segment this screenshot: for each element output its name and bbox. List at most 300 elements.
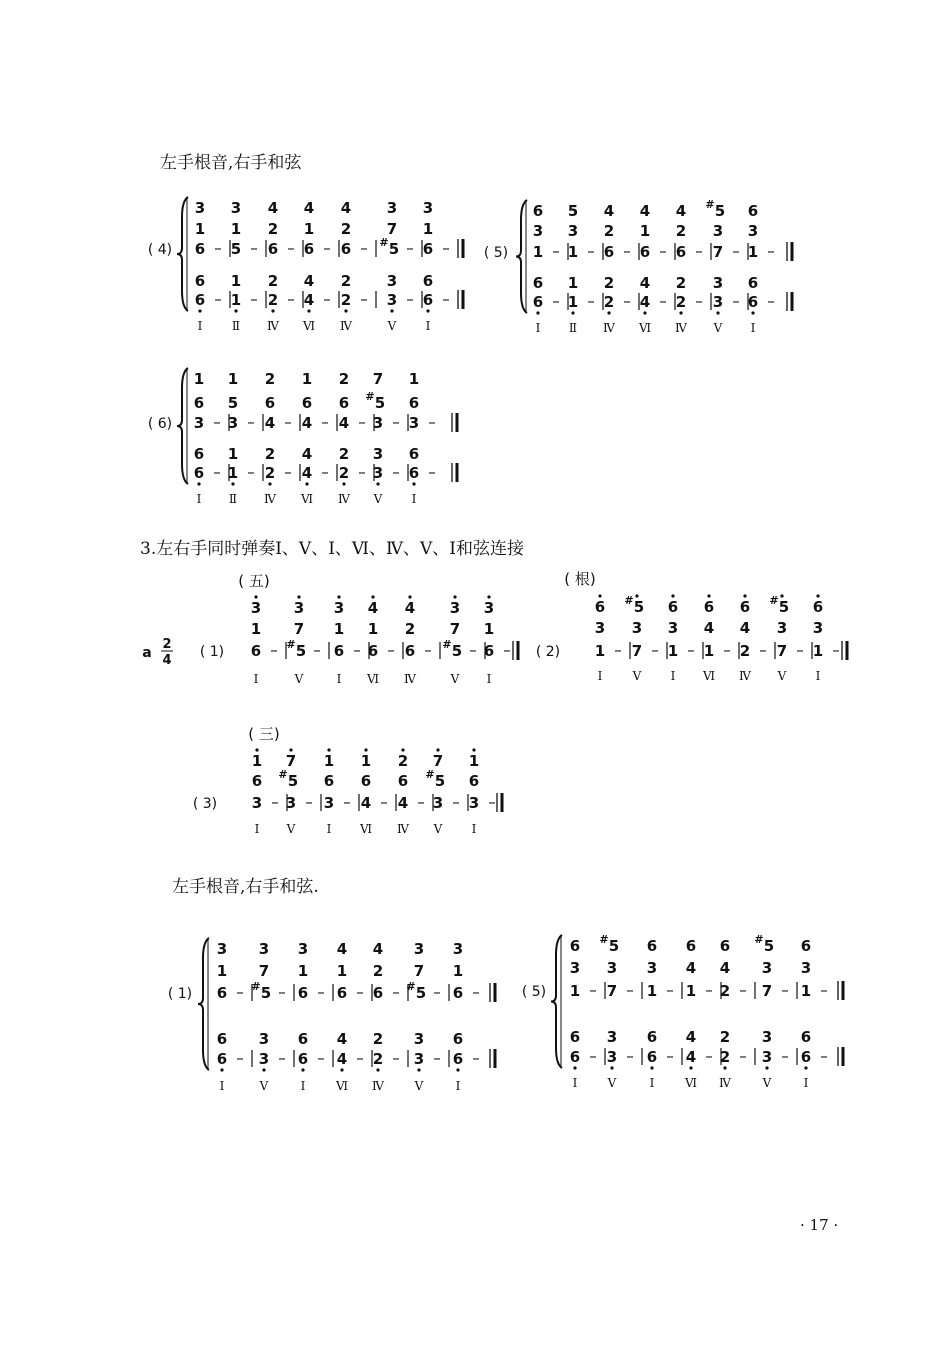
ex5-rh-mid-note: 3: [532, 222, 544, 240]
s3ex2-bottom-note: 1: [594, 642, 606, 660]
ex5b-rh-top-note: 6: [646, 937, 658, 955]
s3ex2-bottom-dash: –: [651, 641, 659, 659]
ex6-rh-bottom-note: 3: [372, 414, 384, 432]
ex4-lh-bottom-dash: –: [442, 290, 450, 308]
s3ex1-mid-note: 1: [367, 620, 379, 638]
ex5b-lh-top-note: 6: [569, 1028, 581, 1046]
ex4-rh-top-note: 3: [230, 199, 242, 217]
s3ex3-roman-numeral: Ⅰ: [254, 822, 260, 836]
ex4-lh-low-dot: [390, 309, 393, 312]
s3ex3-roman-numeral: Ⅰ: [326, 822, 332, 836]
ex5b-lh-bottom-dash: –: [626, 1047, 634, 1065]
s3ex1-bottom-note: 6: [483, 642, 495, 660]
ex6-rh-mid-note: 5: [374, 394, 386, 412]
s3ex1-label: ( 1): [199, 644, 225, 660]
s3ex3-top-note: 1: [468, 752, 480, 770]
s3ex3-position-label: ( 三): [248, 725, 280, 743]
s3ex2-mid-note: 4: [739, 619, 751, 637]
ex5b-lh-low-dot: [610, 1066, 613, 1069]
s3ex2-mid-note: 4: [703, 619, 715, 637]
s3ex2-bottom-dash: –: [614, 641, 622, 659]
ex1b-lh-low-dot: [262, 1068, 265, 1071]
ex4-rh-bottom-note: 6: [267, 240, 279, 258]
s3ex3-bottom-note: 3: [285, 794, 297, 812]
ex4-rh-mid-note: 1: [303, 220, 315, 238]
s3ex2-high-dot: [743, 594, 746, 597]
ex1b-rh-mid-note: 7: [413, 962, 425, 980]
ex5-lh-top-note: 2: [675, 274, 687, 292]
s3ex3-top-note: 7: [285, 752, 297, 770]
ex5b-rh-bottom-note: 2: [719, 982, 731, 1000]
ex5-lh-bottom-dash: –: [767, 292, 775, 310]
ex6-roman-numeral: Ⅰ: [411, 492, 417, 506]
ex4-rh-top-note: 3: [386, 199, 398, 217]
ex5-rh-mid-note: 3: [747, 222, 759, 240]
ex4-rh-top-note: 4: [267, 199, 279, 217]
ex5-lh-low-dot: [716, 311, 719, 314]
ex1b-lh-low-dot: [220, 1068, 223, 1071]
ex6-lh-top-note: 4: [301, 445, 313, 463]
s3ex2-bottom-note: 7: [631, 642, 643, 660]
s3ex2-label: ( 2): [535, 644, 561, 660]
ex5-lh-top-note: 1: [567, 274, 579, 292]
ex5-roman-numeral: Ⅰ: [535, 321, 541, 335]
s3ex2-high-dot: [598, 594, 601, 597]
s3ex3-roman-numeral: Ⅳ: [397, 822, 409, 836]
key-signature: a: [142, 645, 152, 661]
ex5b-rh-top-note: 5: [608, 937, 620, 955]
s3ex3-high-dot: [289, 748, 292, 751]
ex5b-lh-bottom-dash: –: [705, 1047, 713, 1065]
s3ex3-high-dot: [472, 748, 475, 751]
s3ex2-bottom-dash: –: [832, 641, 840, 659]
ex4-lh-top-note: 1: [230, 272, 242, 290]
s3ex1-bottom-dash: –: [424, 641, 432, 659]
ex4-rh-bottom-note: 5: [230, 240, 242, 258]
ex1b-rh-top-note: 4: [372, 940, 384, 958]
ex6-roman-numeral: Ⅳ: [338, 492, 350, 506]
s3ex2-position-label: ( 根): [564, 570, 596, 588]
ex5b-rh-top-note: 5: [763, 937, 775, 955]
s3ex1-mid-note: 7: [449, 620, 461, 638]
ex6-rh-top-note: 2: [264, 370, 276, 388]
ex1b-lh-low-dot: [301, 1068, 304, 1071]
ex5b-lh-top-note: 2: [719, 1028, 731, 1046]
s3ex2-high-dot: [816, 594, 819, 597]
s3ex1-bottom-dash: –: [503, 641, 511, 659]
ex4-rh-bottom-dash: –: [250, 239, 258, 257]
ex4-lh-bottom-note: 1: [230, 291, 242, 309]
s3ex3-bottom-note: 3: [432, 794, 444, 812]
ex5b-rh-bottom-note: 1: [569, 982, 581, 1000]
s3ex3-mid-note-sharp: #: [278, 768, 288, 781]
ex1b-lh-low-dot: [340, 1068, 343, 1071]
ex5-lh-low-dot: [679, 311, 682, 314]
ex5-rh-top-note: 6: [532, 202, 544, 220]
ex4-lh-bottom-dash: –: [214, 290, 222, 308]
ex6-lh-bottom-dash: –: [284, 463, 292, 481]
ex4-rh-bottom-dash: –: [214, 239, 222, 257]
ex6-roman-numeral: Ⅵ: [300, 492, 314, 506]
ex6-lh-bottom-note: 2: [264, 464, 276, 482]
ex5b-rh-bottom-note: 1: [685, 982, 697, 1000]
ex1b-lh-bottom-note: 2: [372, 1050, 384, 1068]
ex1b-lh-top-note: 4: [336, 1030, 348, 1048]
ex6-lh-bottom-note: 1: [227, 464, 239, 482]
ex4-lh-top-note: 2: [267, 272, 279, 290]
ex5-lh-bottom-note: 2: [675, 293, 687, 311]
s3ex3-bottom-note: 3: [468, 794, 480, 812]
ex5-rh-top-note: 5: [567, 202, 579, 220]
ex4-lh-top-note: 6: [422, 272, 434, 290]
ex5b-rh-top-note: 6: [800, 937, 812, 955]
ex4-rh-mid-note: 1: [422, 220, 434, 238]
ex6-lh-top-note: 2: [264, 445, 276, 463]
ex1b-roman-numeral: Ⅰ: [455, 1079, 461, 1093]
ex6-lh-bottom-dash: –: [392, 463, 400, 481]
s3ex1-roman-numeral: Ⅴ: [450, 672, 460, 686]
s3ex2-bottom-note: 7: [776, 642, 788, 660]
ex5b-lh-bottom-dash: –: [589, 1047, 597, 1065]
ex5b-lh-low-dot: [804, 1066, 807, 1069]
ex5-rh-bottom-note: 1: [747, 243, 759, 261]
s3ex1-roman-numeral: Ⅰ: [253, 672, 259, 686]
ex5b-rh-bottom-note: 1: [800, 982, 812, 1000]
s3ex3-mid-note: 5: [434, 772, 446, 790]
ex6-lh-low-dot: [305, 482, 308, 485]
ex1b-lh-bottom-note: 6: [216, 1050, 228, 1068]
ex4-rh-mid-note: 1: [194, 220, 206, 238]
ex4-lh-low-dot: [344, 309, 347, 312]
s3ex2-top-note: 6: [739, 598, 751, 616]
ex5-roman-numeral: Ⅳ: [675, 321, 687, 335]
ex1b-rh-bottom-dash: –: [392, 983, 400, 1001]
s3ex1-high-dot: [337, 595, 340, 598]
ex5-rh-top-note-sharp: #: [705, 198, 715, 211]
ex1b-rh-bottom-note: 6: [297, 984, 309, 1002]
ex5-lh-top-note: 4: [639, 274, 651, 292]
s3ex2-roman-numeral: Ⅴ: [632, 669, 642, 683]
ex1b-lh-top-note: 2: [372, 1030, 384, 1048]
ex6-rh-bottom-note: 3: [408, 414, 420, 432]
ex1b-lh-bottom-note: 3: [413, 1050, 425, 1068]
ex5b-lh-bottom-dash: –: [666, 1047, 674, 1065]
ex5b-roman-numeral: Ⅵ: [684, 1076, 698, 1090]
ex4-roman-numeral: Ⅰ: [197, 319, 203, 333]
ex5-rh-mid-note: 3: [567, 222, 579, 240]
ex4-lh-low-dot: [307, 309, 310, 312]
ex5-lh-top-note: 2: [603, 274, 615, 292]
ex5b-rh-mid-note: 3: [761, 959, 773, 977]
ex4-rh-bottom-note: 5: [388, 240, 400, 258]
ex5-rh-top-note: 4: [675, 202, 687, 220]
ex4-roman-numeral: Ⅴ: [387, 319, 397, 333]
ex5b-rh-bottom-dash: –: [666, 981, 674, 999]
ex4-lh-bottom-note: 3: [386, 291, 398, 309]
ex5b-roman-numeral: Ⅰ: [649, 1076, 655, 1090]
ex4-roman-numeral: Ⅰ: [425, 319, 431, 333]
s3ex3-bottom-note: 4: [397, 794, 409, 812]
ex1b-rh-mid-note: 2: [372, 962, 384, 980]
ex5b-rh-bottom-note: 7: [761, 982, 773, 1000]
s3ex3-top-note: 1: [251, 752, 263, 770]
ex4-lh-top-note: 2: [340, 272, 352, 290]
section-3-heading: 3.左右手同时弹奏Ⅰ、Ⅴ、Ⅰ、Ⅵ、Ⅳ、Ⅴ、Ⅰ和弦连接: [140, 539, 525, 559]
s3ex1-bottom-note: 6: [367, 642, 379, 660]
ex1b-lh-bottom-note: 4: [336, 1050, 348, 1068]
heading-left-root-right-chord: 左手根音,右手和弦: [160, 153, 302, 173]
s3ex3-label: ( 3): [192, 796, 218, 812]
ex5b-lh-low-dot: [573, 1066, 576, 1069]
ex6-lh-bottom-dash: –: [321, 463, 329, 481]
ex5-rh-top-note: 4: [639, 202, 651, 220]
ex6-rh-bottom-note: 4: [264, 414, 276, 432]
ex5b-rh-mid-note: 3: [646, 959, 658, 977]
ex6-lh-low-dot: [197, 482, 200, 485]
ex5b-rh-top-note: 6: [719, 937, 731, 955]
ex6-lh-low-dot: [412, 482, 415, 485]
ex5b-rh-bottom-dash: –: [705, 981, 713, 999]
ex5-lh-low-dot: [643, 311, 646, 314]
ex4-lh-bottom-note: 2: [340, 291, 352, 309]
ex5b-rh-bottom-note: 7: [606, 982, 618, 1000]
ex4-label: ( 4): [147, 242, 173, 258]
s3ex2-mid-note: 3: [631, 619, 643, 637]
ex1b-rh-mid-note: 1: [216, 962, 228, 980]
s3ex1-mid-note: 1: [250, 620, 262, 638]
s3ex3-bottom-note: 4: [360, 794, 372, 812]
s3ex2-bottom-note: 1: [667, 642, 679, 660]
ex1b-rh-mid-note: 1: [336, 962, 348, 980]
time-signature-top: 2: [162, 637, 172, 652]
s3ex1-bottom-note: 6: [404, 642, 416, 660]
ex1b-rh-top-note: 3: [216, 940, 228, 958]
s3ex1-top-note: 4: [404, 599, 416, 617]
ex1b-rh-bottom-dash: –: [236, 983, 244, 1001]
s3ex1-top-note: 3: [333, 599, 345, 617]
ex4-rh-bottom-note: 6: [340, 240, 352, 258]
ex4-rh-bottom-note: 6: [303, 240, 315, 258]
s3ex3-roman-numeral: Ⅰ: [471, 822, 477, 836]
s3ex1-roman-numeral: Ⅵ: [366, 672, 380, 686]
ex5b-rh-bottom-dash: –: [626, 981, 634, 999]
s3ex1-high-dot: [254, 595, 257, 598]
s3ex1-mid-note: 7: [293, 620, 305, 638]
ex1b-roman-numeral: Ⅴ: [414, 1079, 424, 1093]
ex1b-lh-top-note: 6: [452, 1030, 464, 1048]
ex5-lh-bottom-dash: –: [623, 292, 631, 310]
ex4-brace: [177, 197, 188, 311]
s3ex2-top-note-sharp: #: [769, 594, 779, 607]
ex5b-roman-numeral: Ⅰ: [572, 1076, 578, 1090]
ex6-rh-top-note: 7: [372, 370, 384, 388]
s3ex2-bottom-dash: –: [796, 641, 804, 659]
ex4-roman-numeral: Ⅱ: [231, 319, 241, 333]
s3ex1-top-note: 4: [367, 599, 379, 617]
s3ex3-mid-note-sharp: #: [425, 768, 435, 781]
ex6-rh-bottom-dash: –: [247, 413, 255, 431]
ex4-rh-top-note: 3: [422, 199, 434, 217]
ex1b-lh-bottom-dash: –: [317, 1049, 325, 1067]
s3ex1-mid-note: 1: [483, 620, 495, 638]
ex1b-lh-bottom-note: 6: [297, 1050, 309, 1068]
ex5b-rh-bottom-dash: –: [589, 981, 597, 999]
s3ex1-bottom-note: 6: [333, 642, 345, 660]
ex6-rh-top-note: 1: [193, 370, 205, 388]
s3ex3-mid-note: 5: [287, 772, 299, 790]
ex1b-roman-numeral: Ⅰ: [300, 1079, 306, 1093]
s3ex2-mid-note: 3: [667, 619, 679, 637]
s3ex2-high-dot: [780, 594, 783, 597]
ex5-rh-bottom-dash: –: [552, 242, 560, 260]
s3ex3-bottom-dash: –: [305, 793, 313, 811]
ex6-rh-top-note: 1: [301, 370, 313, 388]
ex1b-rh-bottom-dash: –: [317, 983, 325, 1001]
ex5-roman-numeral: Ⅴ: [713, 321, 723, 335]
ex1b-rh-top-note: 4: [336, 940, 348, 958]
ex5b-rh-top-note: 6: [685, 937, 697, 955]
ex5-lh-bottom-dash: –: [695, 292, 703, 310]
s3ex2-mid-note: 3: [594, 619, 606, 637]
s3ex2-bottom-note: 1: [703, 642, 715, 660]
ex5-lh-low-dot: [751, 311, 754, 314]
s3ex2-high-dot: [671, 594, 674, 597]
ex1b-roman-numeral: Ⅳ: [372, 1079, 384, 1093]
ex5-lh-bottom-note: 3: [712, 293, 724, 311]
ex5-rh-bottom-note: 6: [603, 243, 615, 261]
ex4-lh-bottom-note: 4: [303, 291, 315, 309]
ex5-rh-mid-note: 1: [639, 222, 651, 240]
s3ex3-mid-note: 6: [360, 772, 372, 790]
ex1b-rh-top-note: 3: [258, 940, 270, 958]
ex5-rh-bottom-note: 1: [532, 243, 544, 261]
ex5b-lh-low-dot: [689, 1066, 692, 1069]
ex1b-lh-top-note: 6: [297, 1030, 309, 1048]
ex5-lh-bottom-dash: –: [659, 292, 667, 310]
ex6-brace: [177, 368, 188, 484]
ex1b-rh-bottom-note: 5: [260, 984, 272, 1002]
ex5-roman-numeral: Ⅰ: [750, 321, 756, 335]
ex1b-lh-bottom-dash: –: [433, 1049, 441, 1067]
ex6-rh-mid-note: 6: [301, 394, 313, 412]
ex6-rh-mid-note: 6: [408, 394, 420, 412]
ex1b-lh-top-note: 3: [258, 1030, 270, 1048]
ex5b-roman-numeral: Ⅳ: [719, 1076, 731, 1090]
ex5-lh-low-dot: [536, 311, 539, 314]
ex5b-lh-bottom-note: 6: [800, 1048, 812, 1066]
ex5-rh-mid-note: 3: [712, 222, 724, 240]
ex6-lh-bottom-dash: –: [428, 463, 436, 481]
s3ex3-mid-note: 6: [251, 772, 263, 790]
s3ex1-roman-numeral: Ⅳ: [404, 672, 416, 686]
s3ex3-mid-note: 6: [397, 772, 409, 790]
ex5b-lh-bottom-dash: –: [820, 1047, 828, 1065]
ex4-rh-mid-note: 7: [386, 220, 398, 238]
ex6-rh-top-note: 1: [408, 370, 420, 388]
ex6-rh-bottom-note: 4: [301, 414, 313, 432]
ex5-lh-bottom-dash: –: [732, 292, 740, 310]
s3ex2-roman-numeral: Ⅰ: [597, 669, 603, 683]
s3ex3-top-note: 1: [360, 752, 372, 770]
ex6-roman-numeral: Ⅴ: [373, 492, 383, 506]
ex5b-lh-bottom-dash: –: [739, 1047, 747, 1065]
s3ex3-roman-numeral: Ⅴ: [433, 822, 443, 836]
ex6-roman-numeral: Ⅳ: [264, 492, 276, 506]
ex6-roman-numeral: Ⅱ: [228, 492, 238, 506]
ex5-lh-bottom-dash: –: [552, 292, 560, 310]
ex1b-rh-bottom-dash: –: [472, 983, 480, 1001]
ex5-lh-low-dot: [607, 311, 610, 314]
ex5-lh-top-note: 3: [712, 274, 724, 292]
s3ex1-bottom-note: 5: [295, 642, 307, 660]
ex5-brace: [516, 200, 527, 313]
ex6-rh-mid-note: 5: [227, 394, 239, 412]
s3ex2-roman-numeral: Ⅵ: [702, 669, 716, 683]
ex1b-rh-bottom-dash: –: [433, 983, 441, 1001]
ex5b-rh-top-note: 6: [569, 937, 581, 955]
ex5b-lh-top-note: 6: [646, 1028, 658, 1046]
ex1b-rh-bottom-dash: –: [278, 983, 286, 1001]
ex1b-rh-bottom-dash: –: [356, 983, 364, 1001]
ex5-rh-bottom-note: 6: [675, 243, 687, 261]
s3ex3-bottom-dash: –: [343, 793, 351, 811]
s3ex1-bottom-note-sharp: #: [286, 638, 296, 651]
ex5b-rh-mid-note: 3: [569, 959, 581, 977]
ex6-roman-numeral: Ⅰ: [196, 492, 202, 506]
s3ex2-top-note: 5: [633, 598, 645, 616]
ex6-rh-top-note: 2: [338, 370, 350, 388]
ex5b-rh-mid-note: 3: [606, 959, 618, 977]
s3ex2-bottom-note: 2: [739, 642, 751, 660]
ex5-rh-bottom-dash: –: [767, 242, 775, 260]
ex5b-rh-mid-note: 4: [719, 959, 731, 977]
ex1b-lh-bottom-note: 3: [258, 1050, 270, 1068]
ex5b-lh-low-dot: [650, 1066, 653, 1069]
ex6-rh-mid-note: 6: [193, 394, 205, 412]
ex5-lh-bottom-note: 6: [532, 293, 544, 311]
ex4-lh-bottom-dash: –: [323, 290, 331, 308]
ex1b-roman-numeral: Ⅰ: [219, 1079, 225, 1093]
s3ex1-bottom-dash: –: [313, 641, 321, 659]
s3ex2-roman-numeral: Ⅰ: [815, 669, 821, 683]
ex6-lh-top-note: 6: [193, 445, 205, 463]
ex4-roman-numeral: Ⅳ: [267, 319, 279, 333]
ex6-lh-bottom-note: 2: [338, 464, 350, 482]
s3ex1-mid-note: 1: [333, 620, 345, 638]
s3ex1-bottom-dash: –: [353, 641, 361, 659]
s3ex2-top-note: 6: [594, 598, 606, 616]
ex5b-rh-bottom-dash: –: [739, 981, 747, 999]
s3ex2-high-dot: [635, 594, 638, 597]
ex1b-lh-bottom-dash: –: [392, 1049, 400, 1067]
s3ex1-top-note: 3: [483, 599, 495, 617]
ex5b-lh-top-note: 4: [685, 1028, 697, 1046]
ex5-lh-bottom-dash: –: [587, 292, 595, 310]
ex1b-rh-top-note: 3: [413, 940, 425, 958]
ex4-rh-top-note: 4: [303, 199, 315, 217]
s3ex1-position-label: ( 五): [238, 572, 270, 590]
ex1b-lh-top-note: 3: [413, 1030, 425, 1048]
heading-left-root-right-chord-2: 左手根音,右手和弦.: [172, 877, 319, 897]
ex1b-lh-low-dot: [456, 1068, 459, 1071]
ex4-rh-bottom-dash: –: [442, 239, 450, 257]
ex1b-rh-bottom-note-sharp: #: [406, 980, 416, 993]
ex5-lh-low-dot: [571, 311, 574, 314]
ex6-lh-low-dot: [231, 482, 234, 485]
s3ex3-high-dot: [401, 748, 404, 751]
ex5-rh-top-note: 4: [603, 202, 615, 220]
s3ex3-bottom-dash: –: [452, 793, 460, 811]
